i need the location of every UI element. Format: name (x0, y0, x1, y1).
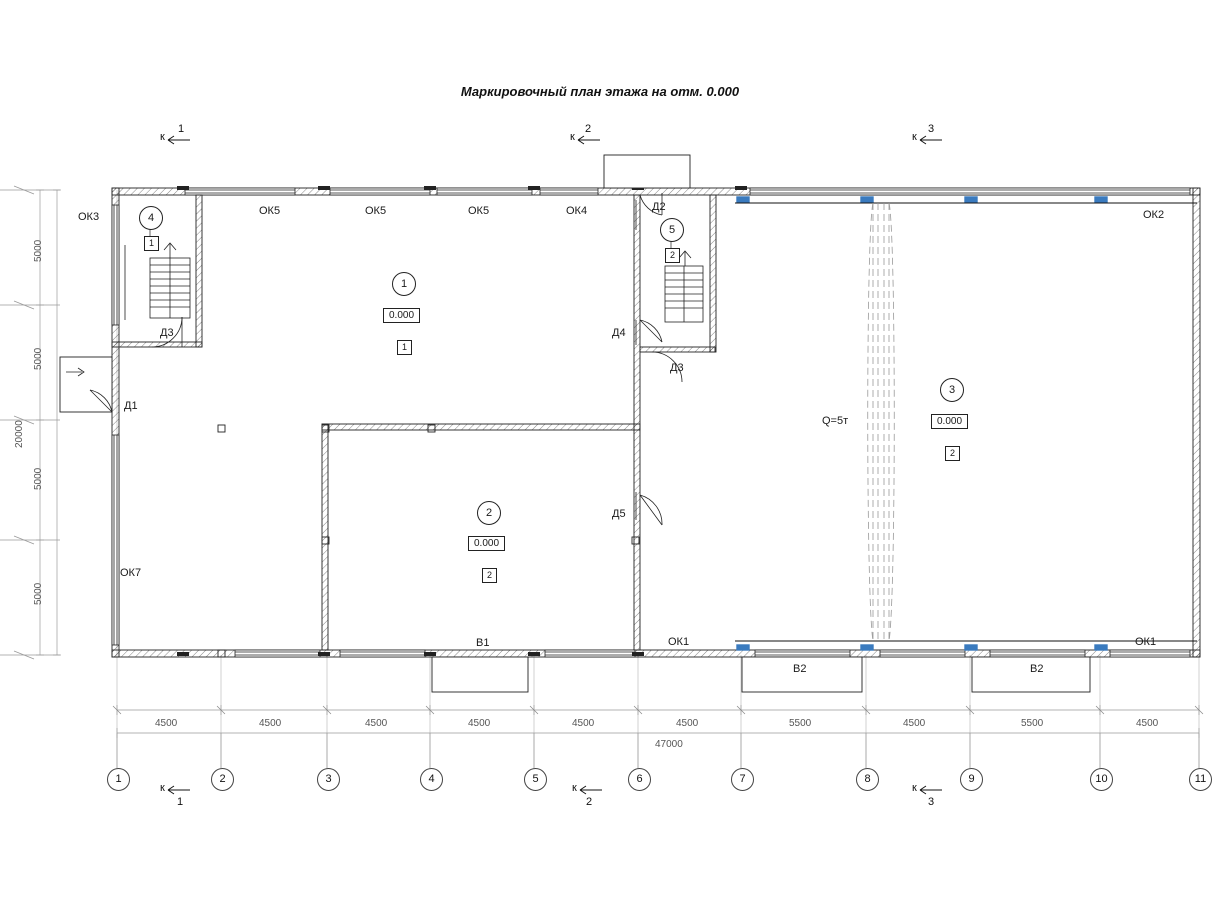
left-dim-3: 5000 (33, 467, 44, 490)
axis-marker-11[interactable]: 11 (1189, 768, 1212, 791)
cut-mark-1-bottom-label: к (160, 782, 165, 794)
interior-walls (112, 195, 716, 650)
crane-travel-lines (868, 203, 895, 641)
span-dim-3: 4500 (365, 718, 388, 729)
door-label-d4: Д4 (612, 327, 626, 339)
window-label-ok5-a: ОК5 (259, 205, 281, 217)
exterior-walls (112, 188, 1200, 657)
entrance-porches-bottom (432, 657, 1090, 692)
door-label-d5: Д5 (612, 508, 626, 520)
axis-marker-1[interactable]: 1 (107, 768, 130, 791)
span-dim-6: 4500 (676, 718, 699, 729)
room-number-4: 4 (139, 206, 163, 230)
axis-marker-4[interactable]: 4 (420, 768, 443, 791)
cut-mark-3-top-label: к (912, 131, 917, 143)
room-elevation-2: 0.000 (468, 536, 505, 551)
stair-left (125, 243, 190, 320)
window-label-ok4: ОК4 (566, 205, 588, 217)
span-dim-7: 5500 (789, 718, 812, 729)
window-label-ok2: ОК2 (1143, 209, 1165, 221)
left-total-dim: 20000 (14, 420, 25, 448)
cut-mark-1-top-label: к (160, 131, 165, 143)
room-elevation-3: 0.000 (931, 414, 968, 429)
room-finish-4: 1 (144, 236, 159, 251)
room-finish-5: 2 (665, 248, 680, 263)
axis-marker-2[interactable]: 2 (211, 768, 234, 791)
window-label-ok7: ОК7 (120, 567, 142, 579)
page-title: Маркировочный план этажа на отм. 0.000 (460, 84, 740, 99)
window-label-ok1-b: ОК1 (1135, 636, 1157, 648)
gate-label-v2-a: В2 (793, 663, 807, 675)
span-dim-10: 4500 (1136, 718, 1159, 729)
gate-label-v1: В1 (476, 637, 490, 649)
room-number-5: 5 (660, 218, 684, 242)
door-label-d1: Д1 (124, 400, 138, 412)
axis-marker-6[interactable]: 6 (628, 768, 651, 791)
door-label-d3-right: Д3 (670, 362, 684, 374)
cut-mark-1-top-number: 1 (178, 123, 185, 135)
room-finish-2: 2 (482, 568, 497, 583)
cut-mark-3-bottom-number: 3 (928, 796, 935, 808)
door-label-d3-left: Д3 (160, 327, 174, 339)
window-label-ok5-c: ОК5 (468, 205, 490, 217)
left-dim-4: 5000 (33, 582, 44, 605)
leader-lines (150, 228, 671, 248)
door-label-d2: Д2 (652, 201, 666, 213)
crane-column-caps (737, 197, 1107, 650)
axis-marker-8[interactable]: 8 (856, 768, 879, 791)
axis-marker-3[interactable]: 3 (317, 768, 340, 791)
cut-mark-2-bottom-label: к (572, 782, 577, 794)
crane-capacity-label: Q=5т (822, 415, 849, 427)
axis-marker-10[interactable]: 10 (1090, 768, 1113, 791)
interior-columns (218, 425, 639, 657)
door-swings (90, 193, 682, 525)
cut-mark-1-bottom-number: 1 (177, 796, 184, 808)
cut-mark-3-bottom-label: к (912, 782, 917, 794)
window-label-ok3: ОК3 (78, 211, 100, 223)
window-label-ok1-a: ОК1 (668, 636, 690, 648)
room-elevation-1: 0.000 (383, 308, 420, 323)
window-openings (112, 188, 1190, 657)
left-dim-2: 5000 (33, 347, 44, 370)
left-dim-1: 5000 (33, 239, 44, 262)
cut-mark-2-top-number: 2 (585, 123, 592, 135)
span-dim-5: 4500 (572, 718, 595, 729)
room-finish-1: 1 (397, 340, 412, 355)
cut-mark-2-bottom-number: 2 (586, 796, 593, 808)
axis-marker-7[interactable]: 7 (731, 768, 754, 791)
axis-grid-left (0, 186, 60, 659)
room-number-1: 1 (392, 272, 416, 296)
cut-mark-3-top-number: 3 (928, 123, 935, 135)
span-dim-1: 4500 (155, 718, 178, 729)
total-length-dim: 47000 (655, 739, 683, 750)
axis-marker-9[interactable]: 9 (960, 768, 983, 791)
span-dim-4: 4500 (468, 718, 491, 729)
window-label-ok5-b: ОК5 (365, 205, 387, 217)
span-dim-8: 4500 (903, 718, 926, 729)
gate-label-v2-b: В2 (1030, 663, 1044, 675)
column-marks (177, 186, 747, 656)
entrance-vestibule-top (604, 155, 690, 188)
axis-marker-5[interactable]: 5 (524, 768, 547, 791)
span-dim-2: 4500 (259, 718, 282, 729)
section-cut-arrows (168, 136, 942, 794)
cut-mark-2-top-label: к (570, 131, 575, 143)
room-number-2: 2 (477, 501, 501, 525)
room-number-3: 3 (940, 378, 964, 402)
span-dim-9: 5500 (1021, 718, 1044, 729)
room-finish-3: 2 (945, 446, 960, 461)
